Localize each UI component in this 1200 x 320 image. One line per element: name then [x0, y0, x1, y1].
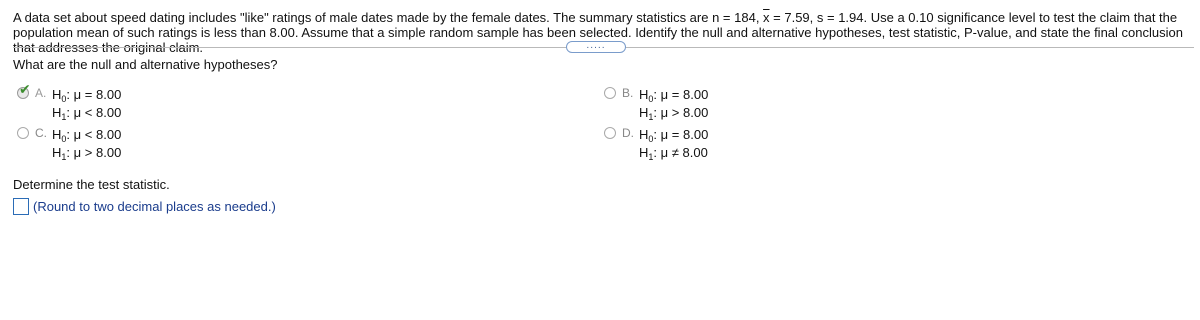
- option-c-radio[interactable]: [17, 127, 29, 139]
- question-hypotheses: What are the null and alternative hypotheses?: [13, 57, 278, 72]
- alternative-hypothesis: $H_1$: μ > 8.00: [639, 105, 709, 122]
- option-b[interactable]: [604, 86, 904, 124]
- option-a-hypotheses: [52, 86, 121, 122]
- null-hypothesis: $H_0$: μ = 8.00: [639, 87, 709, 104]
- x-bar-symbol: $\overline{x}$: [763, 10, 770, 25]
- correct-check-icon: ✔: [19, 82, 31, 98]
- rounding-hint: (Round to two decimal places as needed.): [33, 199, 276, 214]
- test-statistic-input[interactable]: [13, 198, 29, 215]
- null-hypothesis: $H_0$: μ = 8.00: [639, 127, 709, 144]
- test-statistic-prompt: Determine the test statistic.: [13, 177, 170, 192]
- option-a-letter: A.: [35, 86, 47, 100]
- problem-text-part2: = 7.59, s = 1.94. Use a 0.10 significance level to test the claim that the population mean of such ratings is less than 8.00. Assume that a simple random sample has been selected. Identify the null and alternative hypotheses, test statistic, P-value, and state the final conclusion that addresses the original claim.: [13, 10, 1183, 55]
- null-hypothesis: $H_0$: μ < 8.00: [52, 127, 122, 144]
- alternative-hypothesis: $H_1$: μ ≠ 8.00: [639, 145, 708, 162]
- option-b-letter: B.: [622, 86, 634, 100]
- option-b-hypotheses: [639, 86, 708, 122]
- option-d-radio[interactable]: [604, 127, 616, 139]
- option-d-letter: D.: [622, 126, 634, 140]
- expand-more-button[interactable]: .....: [566, 41, 626, 53]
- option-c[interactable]: [17, 126, 317, 164]
- alternative-hypothesis: $H_1$: μ > 8.00: [52, 145, 122, 162]
- option-b-radio[interactable]: [604, 87, 616, 99]
- option-c-hypotheses: [52, 126, 121, 162]
- option-d-hypotheses: [639, 126, 708, 162]
- option-d[interactable]: [604, 126, 904, 164]
- null-hypothesis: $H_0$: μ = 8.00: [52, 87, 122, 104]
- option-c-letter: C.: [35, 126, 47, 140]
- alternative-hypothesis: $H_1$: μ < 8.00: [52, 105, 122, 122]
- problem-text-part1: A data set about speed dating includes "like" ratings of male dates made by the female dates. The summary statistics are n = 184,: [13, 10, 764, 25]
- option-a[interactable]: [17, 82, 317, 124]
